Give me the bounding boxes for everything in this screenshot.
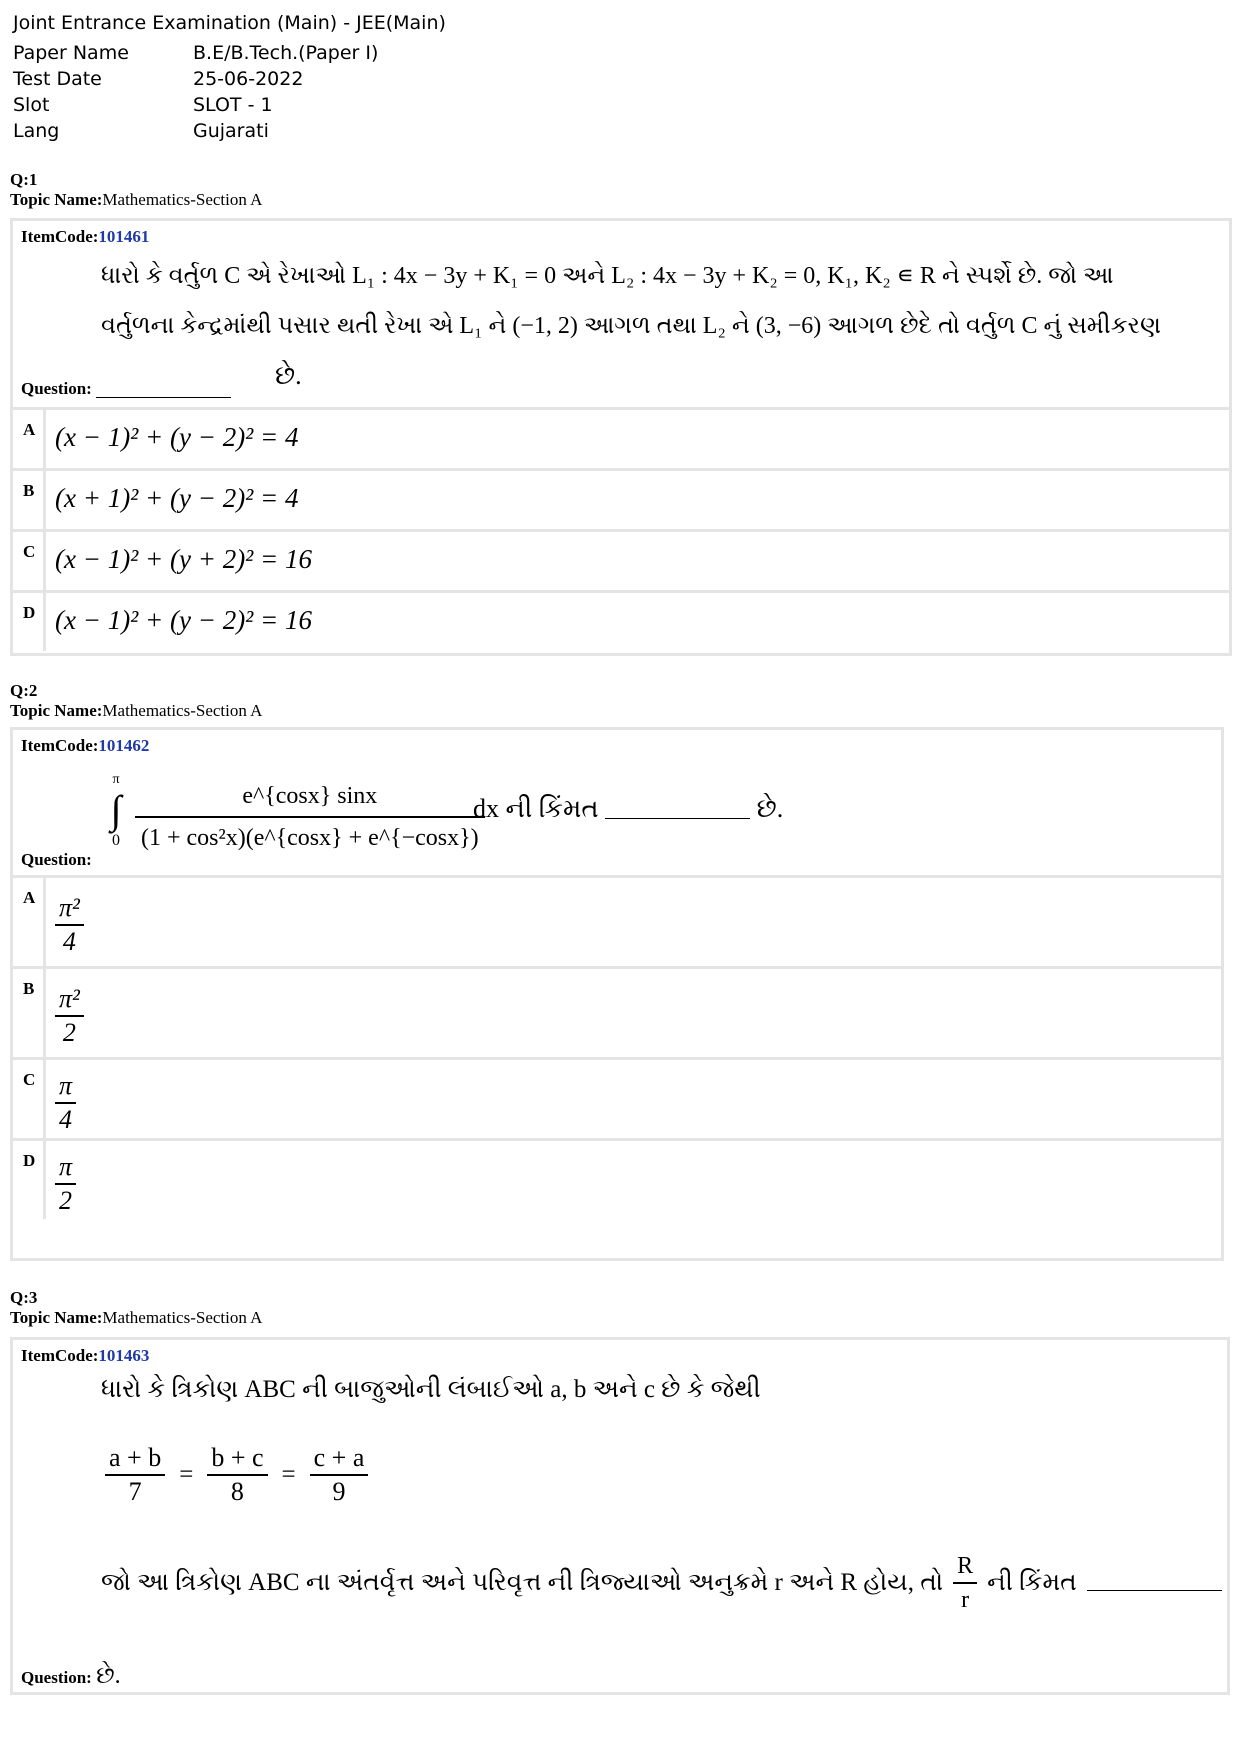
question-2-header (10, 681, 262, 721)
question-number: Q:2 (10, 681, 38, 700)
question-3-header (10, 1288, 262, 1328)
integral-tail (473, 794, 783, 825)
question-label-text: Question: (21, 379, 92, 398)
question-text-line: વર્તુળના કેન્દ્રમાંથી પસાર થતી રેખા એ L₁ ને (−1, 2) આગળ તથા L₂ ને (3, −6) આગળ છેદે તો વર્તુળ C નું સમીકરણ (101, 313, 1161, 339)
option-text: (x + 1)² + (y − 2)² = 4 (55, 483, 299, 513)
option-a[interactable] (13, 875, 1221, 966)
option-fraction: $\frac{\text{π²}}{4}$ (55, 892, 84, 958)
option-b[interactable] (13, 966, 1221, 1057)
exam-title: Joint Entrance Examination (Main) - JEE(Main) (13, 12, 446, 34)
R-over-r-fraction: $\frac{R}{r}$ (953, 1550, 977, 1616)
option-label: B (13, 471, 46, 529)
info-row (13, 92, 378, 118)
answer-blank (96, 383, 231, 398)
info-key: Lang (13, 120, 60, 142)
question-text-tail: ની કિંમત (987, 1569, 1077, 1596)
item-code (21, 227, 149, 247)
question-1-header (10, 170, 262, 210)
option-text: (x − 1)² + (y − 2)² = 16 (55, 605, 313, 635)
question-label (21, 1663, 121, 1690)
option-fraction: $\frac{\pi}{2}$ (55, 1151, 76, 1217)
item-code-value: 101463 (98, 1346, 150, 1365)
question-3-line1: ધારો કે ત્રિકોણ ABC ની બાજુઓની લંબાઈઓ a, b અને c છે કે જેથી (101, 1376, 761, 1403)
item-code-label: ItemCode: (21, 227, 99, 246)
info-value: B.E/B.Tech.(Paper I) (193, 42, 379, 64)
topic-label: Topic Name: (10, 701, 103, 720)
option-b[interactable] (13, 468, 1229, 529)
option-label: C (13, 532, 46, 590)
answer-blank (1087, 1576, 1222, 1591)
ratio-fraction: $\frac{c + a}{9}$ (310, 1442, 369, 1508)
topic-label: Topic Name: (10, 1308, 103, 1327)
question-3-item (13, 1340, 1227, 1692)
info-key: Test Date (13, 68, 102, 90)
question-2-end: છે. (756, 794, 784, 823)
item-code-value: 101461 (98, 227, 150, 246)
question-number: Q:1 (10, 170, 38, 189)
question-3-end: છે. (96, 1663, 121, 1689)
topic-name: Mathematics-Section A (102, 190, 263, 209)
integral (106, 772, 126, 850)
option-text: (x − 1)² + (y + 2)² = 16 (55, 544, 313, 574)
exam-header (13, 10, 446, 144)
options-list (13, 875, 1221, 1219)
option-fraction: $\frac{\text{π²}}{2}$ (55, 983, 84, 1049)
integral-lower-limit: 0 (112, 832, 120, 849)
item-code-label: ItemCode: (21, 1346, 99, 1365)
equals-sign: = (179, 1461, 194, 1488)
item-code (21, 736, 149, 756)
question-1-card (10, 218, 1232, 656)
option-fraction: $\frac{\pi}{4}$ (55, 1070, 76, 1136)
option-c[interactable] (13, 1057, 1221, 1138)
option-d[interactable] (13, 1138, 1221, 1219)
item-code (21, 1346, 149, 1366)
options-list (13, 407, 1229, 651)
info-row (13, 66, 378, 92)
item-code-value: 101462 (98, 736, 150, 755)
integrand-numerator: e^{cosx} sinx (135, 776, 485, 818)
question-2-item (13, 730, 1221, 875)
option-c[interactable] (13, 529, 1229, 590)
option-label: B (13, 969, 46, 1057)
ratio-fraction: $\frac{a + b}{7}$ (105, 1442, 165, 1508)
integrand-fraction (135, 776, 485, 858)
question-label-text: Question: (21, 1668, 92, 1687)
ratio-fraction: $\frac{b + c}{8}$ (207, 1442, 267, 1508)
question-number: Q:3 (10, 1288, 38, 1307)
option-label: C (13, 1060, 46, 1138)
info-value: Gujarati (193, 120, 269, 142)
option-a[interactable] (13, 407, 1229, 468)
item-code-label: ItemCode: (21, 736, 99, 755)
question-text-line: ધારો કે વર્તુળ C એ રેખાઓ L₁ : 4x − 3y + K₁ = 0 અને L₂ : 4x − 3y + K₂ = 0, K₁, K₂ ∊ R ને સ્પર્શે છે. જો આ (101, 263, 1114, 289)
question-3-card (10, 1337, 1230, 1695)
question-3-line2 (101, 1550, 1222, 1616)
equals-sign: = (281, 1461, 296, 1488)
option-label: A (13, 878, 46, 966)
info-value: SLOT - 1 (193, 94, 273, 116)
question-text-line: જો આ ત્રિકોણ ABC ના અંતર્વૃત્ત અને પરિવૃત્ત ની ત્રિજ્યાઓ અનુક્રમે r અને R હોય, તો (101, 1569, 944, 1596)
info-row (13, 40, 378, 66)
option-label: D (13, 593, 46, 651)
question-1-text (101, 251, 1231, 351)
info-key: Paper Name (13, 42, 129, 64)
info-row (13, 118, 378, 144)
option-label: A (13, 410, 46, 468)
question-2-card (10, 727, 1224, 1261)
answer-blank (605, 804, 750, 819)
topic-label: Topic Name: (10, 190, 103, 209)
option-label: D (13, 1141, 46, 1219)
question-label: Question: (21, 850, 92, 869)
ratio-equation (105, 1442, 368, 1508)
info-value: 25-06-2022 (193, 68, 304, 90)
integral-sign: ∫ (110, 787, 122, 832)
info-key: Slot (13, 94, 50, 116)
topic-name: Mathematics-Section A (102, 1308, 263, 1327)
integral-upper-limit: π (112, 772, 120, 787)
question-1-end: છે. (275, 361, 302, 390)
integral-tail-text: dx ની કિંમત (473, 794, 599, 823)
topic-name: Mathematics-Section A (102, 701, 263, 720)
exam-info-table (13, 40, 378, 144)
option-text: (x − 1)² + (y − 2)² = 4 (55, 422, 299, 452)
question-1-item (13, 221, 1229, 407)
integrand-denominator: (1 + cos²x)(e^{cosx} + e^{−cosx}) (141, 825, 479, 851)
question-label (21, 379, 231, 399)
option-d[interactable] (13, 590, 1229, 651)
